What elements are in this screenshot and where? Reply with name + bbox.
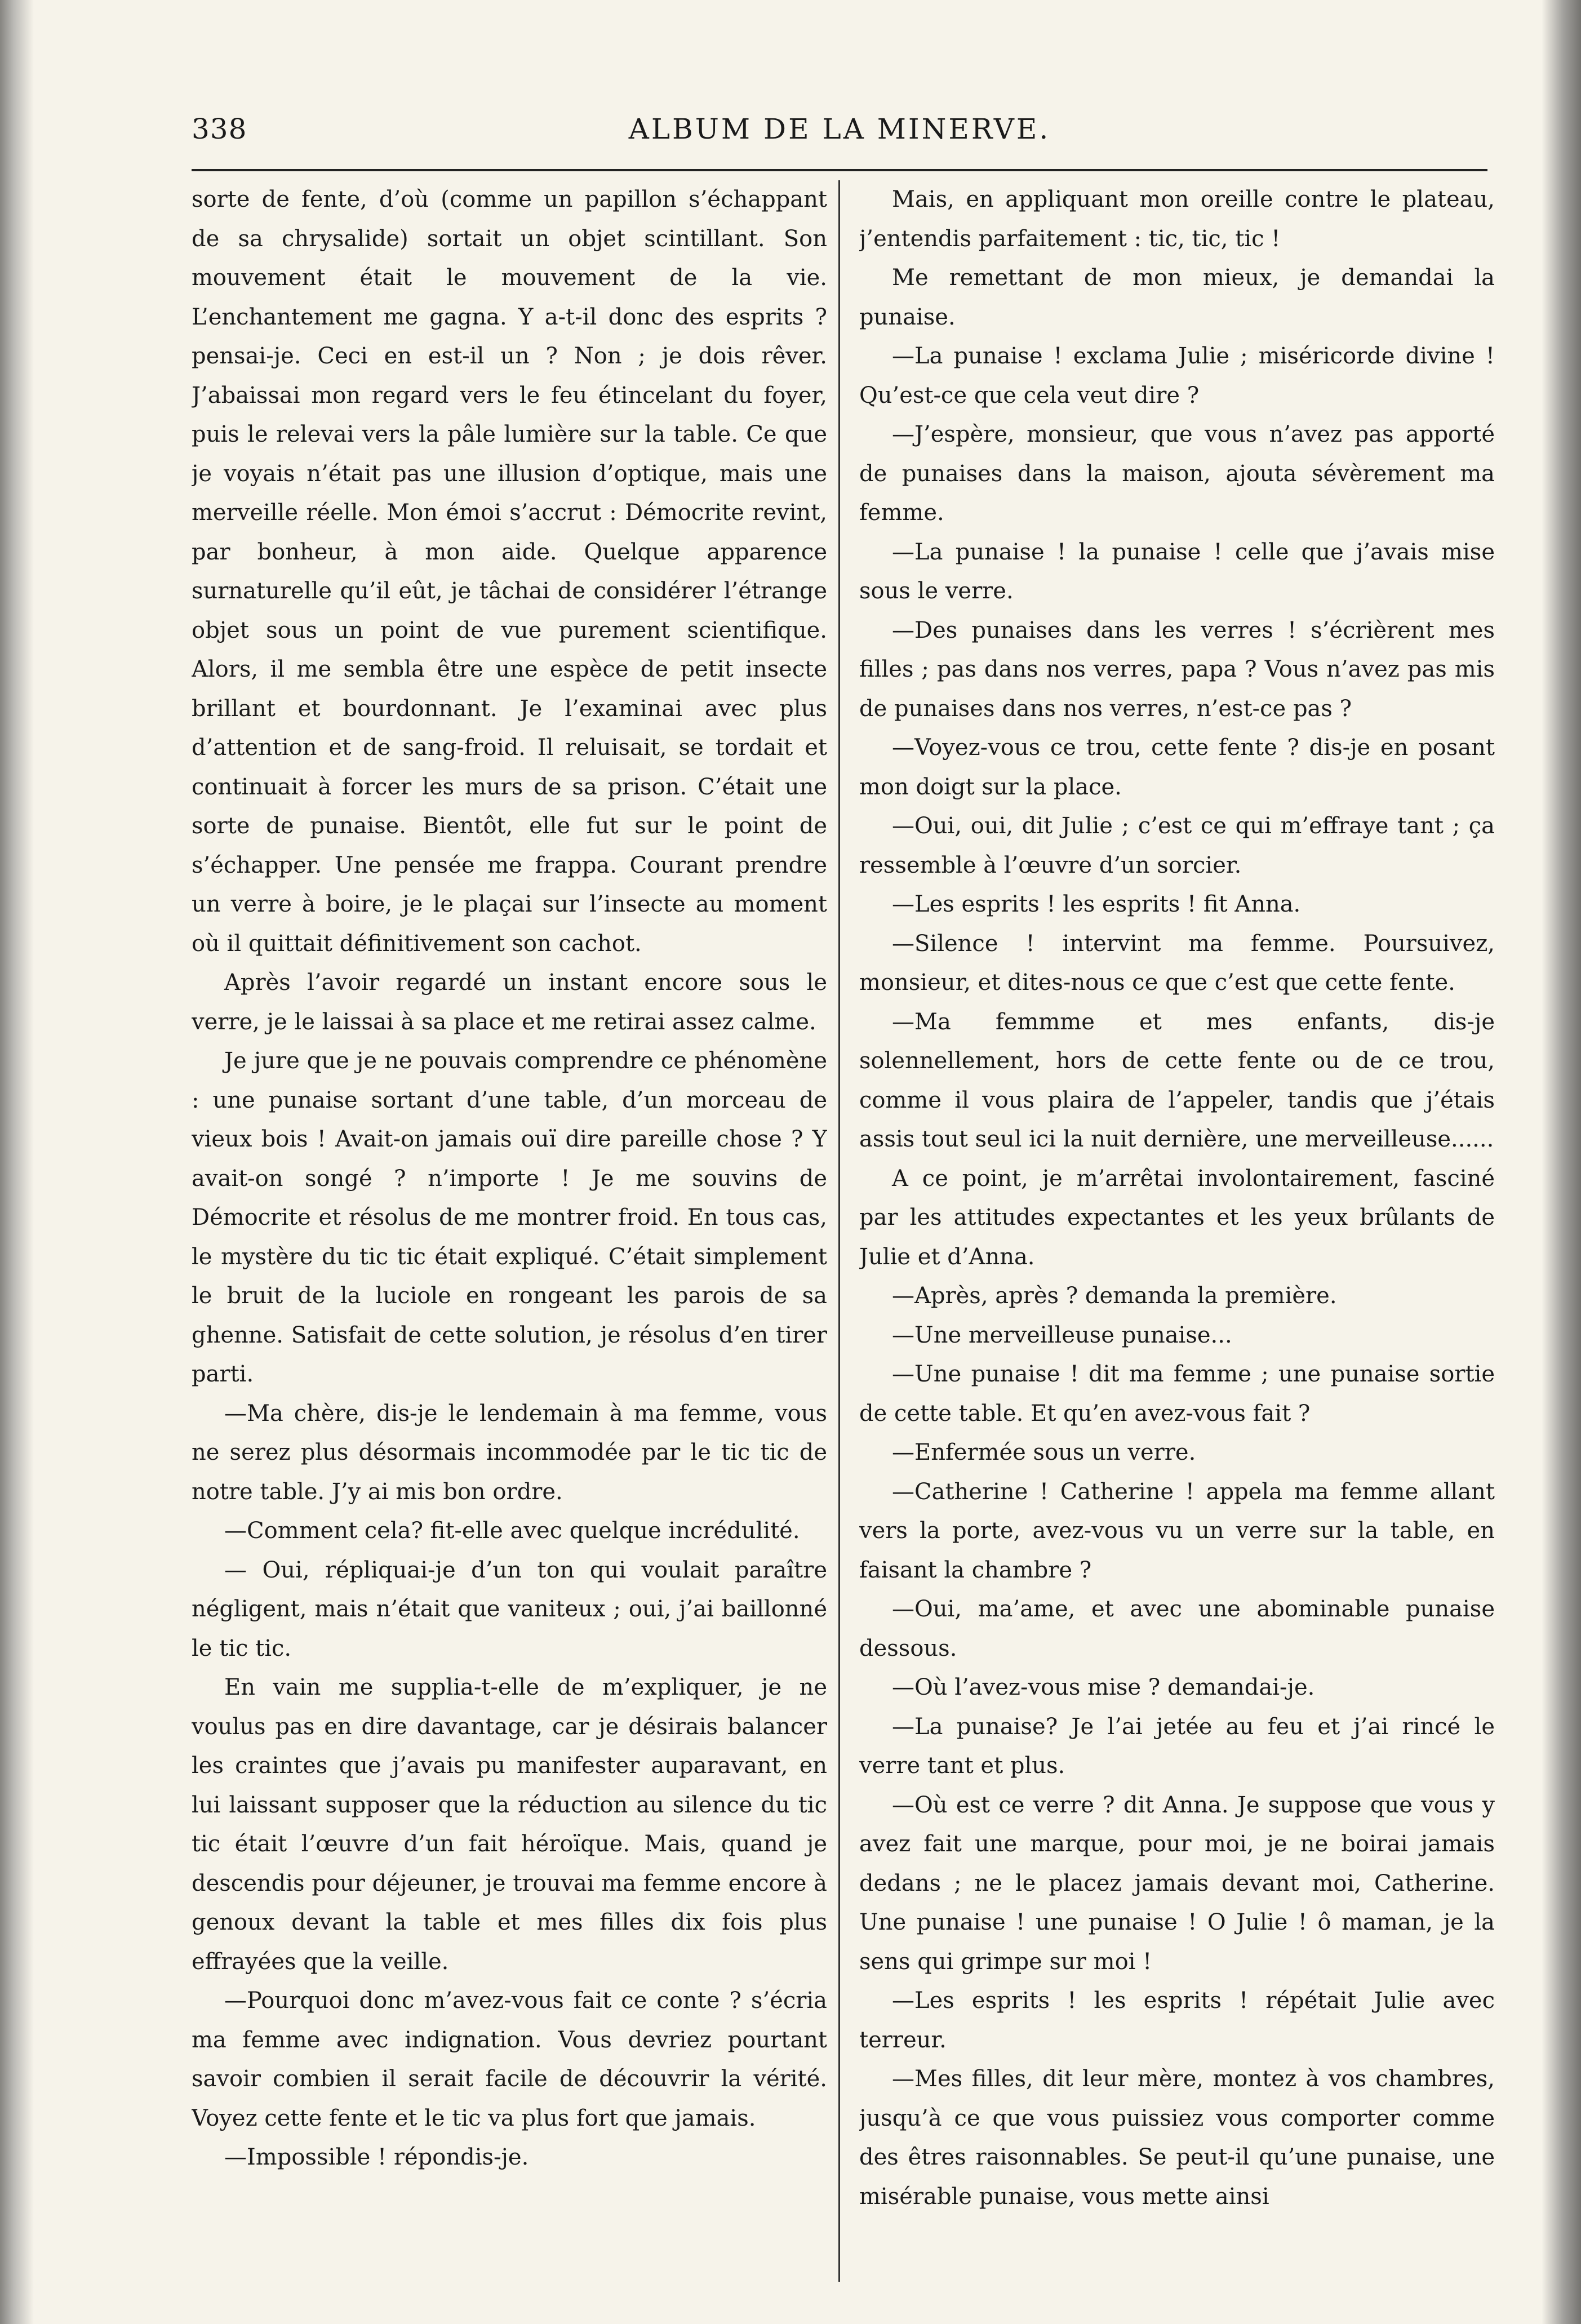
paragraph: —Oui, oui, dit Julie ; c’est ce qui m’effraye tant ; ça ressemble à l’œuvre d’un sorcier. — [859, 813, 1495, 878]
paragraph: Mais, en appliquant mon oreille contre le plateau, j’entendis parfaitement : tic, tic, tic ! — [859, 186, 1495, 252]
paragraph: A ce point, je m’arrêtai involontairement, fasciné par les attitudes expectantes et les yeux brûlants de Julie et d’Anna. — [859, 1165, 1495, 1270]
paragraph: —Comment cela? fit-elle avec quelque incrédulité. — [224, 1518, 800, 1544]
paragraph: En vain me supplia-t-elle de m’expliquer, je ne voulus pas en dire davantage, car je désirais balancer les craintes que j’avais pu manifester auparavant, en lui laissant supposer que la réduction au silence du tic tic était l’œuvre d’un fait héroïque. Mais, quand je descendis pour déjeuner, je trouvai ma femme encore à genoux devant la table et mes filles dix fois plus effrayées que la veille. — [192, 1674, 827, 1975]
paragraph: —La punaise? Je l’ai jetée au feu et j’ai rincé le verre tant et plus. — [859, 1713, 1495, 1779]
left-column — [192, 180, 827, 2299]
paragraph: —Catherine ! Catherine ! appela ma femme allant vers la porte, avez-vous vu un verre sur la table, en faisant la chambre ? — [859, 1478, 1495, 1583]
paragraph: —J’espère, monsieur, que vous n’avez pas apporté de punaises dans la maison, ajouta sévèrement ma femme. — [859, 421, 1495, 526]
paragraph: —Impossible ! répondis-je. — [224, 2144, 529, 2170]
running-title: ALBUM DE LA MINERVE. — [628, 113, 1051, 145]
column-divider — [838, 180, 840, 2282]
scan-shadow-right — [1542, 0, 1581, 2324]
paragraph: —Une punaise ! dit ma femme ; une punaise sortie de cette table. Et qu’en avez-vous fait ? — [859, 1361, 1495, 1427]
right-column — [859, 180, 1495, 2299]
paragraph: Après l’avoir regardé un instant encore sous le verre, je le laissai à sa place et me retirai assez calme. — [192, 970, 827, 1035]
paragraph: —Mes filles, dit leur mère, montez à vos chambres, jusqu’à ce que vous puissiez vous comporter comme des êtres raisonnables. Se peut-il qu’une punaise, une misérable punaise, vous mette ainsi — [859, 2066, 1495, 2210]
paragraph: Je jure que je ne pouvais comprendre ce phénomène : une punaise sortant d’une table, d’un morceau de vieux bois ! Avait-on jamais ouï dire pareille chose ? Y avait-on songé ? n’importe ! Je me souvins de Démocrite et résolus de me montrer froid. En tous cas, le mystère du tic tic était expliqué. C’était simplement le bruit de la luciole en rongeant les parois de sa ghenne. Satisfait de cette solution, je résolus d’en tirer parti. — [192, 1048, 827, 1387]
paragraph: —Voyez-vous ce trou, cette fente ? dis-je en posant mon doigt sur la place. — [859, 735, 1495, 800]
paragraph: sorte de fente, d’où (comme un papillon s’échappant de sa chrysalide) sortait un objet scintillant. Son mouvement était le mouvement de la vie. L’enchantement me gagna. Y a-t-il donc des esprits ? pensai-je. Ceci en est-il un ? Non ; je dois rêver. J’abaissai mon regard vers le feu étincelant du foyer, puis le relevai vers la pâle lumière sur la table. Ce que je voyais n’était pas une illusion d’optique, mais une merveille réelle. Mon émoi s’accrut : Démocrite revint, par bonheur, à mon aide. Quelque apparence surnaturelle qu’il eût, je tâchai de considérer l’étrange objet sous un point de vue purement scientifique. Alors, il me sembla être une espèce de petit insecte brillant et bourdonnant. Je l’examinai avec plus d’attention et de sang-froid. Il reluisait, se tordait et continuait à forcer les murs de sa prison. C’était une sorte de punaise. Bientôt, elle fut sur le point de s’échapper. Une pensée me frappa. Courant prendre un verre à boire, je le plaçai sur l’insecte au moment où il quittait définitivement son cachot. — [192, 186, 827, 957]
scan-shadow-left — [0, 0, 34, 2324]
paragraph: —Ma chère, dis-je le lendemain à ma femme, vous ne serez plus désormais incommodée par le tic tic de notre table. J’y ai mis bon ordre. — [192, 1400, 827, 1505]
paragraph: —Ma femmme et mes enfants, dis-je solennellement, hors de cette fente ou de ce trou, comme il vous plaira de l’appeler, tandis que j’étais assis tout seul ici la nuit dernière, une merveilleuse...... — [859, 1008, 1495, 1152]
paragraph: Me remettant de mon mieux, je demandai la punaise. — [859, 265, 1495, 330]
paragraph: —Enfermée sous un verre. — [892, 1439, 1196, 1465]
paragraph: —Silence ! intervint ma femme. Poursuivez, monsieur, et dites-nous ce que c’est que cette fente. — [859, 930, 1495, 996]
paragraph: —Où est ce verre ? dit Anna. Je suppose que vous y avez fait une marque, pour moi, je ne boirai jamais dedans ; ne le placez jamais devant moi, Catherine. Une punaise ! une punaise ! O Julie ! ô maman, je la sens qui grimpe sur moi ! — [859, 1792, 1495, 1975]
paragraph: —La punaise ! exclama Julie ; miséricorde divine ! Qu’est-ce que cela veut dire ? — [859, 343, 1495, 408]
paragraph: —Les esprits ! les esprits ! répétait Julie avec terreur. — [859, 1988, 1495, 2053]
page-number: 338 — [192, 113, 247, 145]
paragraph: —Des punaises dans les verres ! s’écrièrent mes filles ; pas dans nos verres, papa ? Vous n’avez pas mis de punaises dans nos verres, n’est-ce pas ? — [859, 617, 1495, 722]
paragraph: —La punaise ! la punaise ! celle que j’avais mise sous le verre. — [859, 539, 1495, 604]
paragraph: —Pourquoi donc m’avez-vous fait ce conte ? s’écria ma femme avec indignation. Vous devriez pourtant savoir combien il serait facile de découvrir la vérité. Voyez cette fente et le tic va plus fort que jamais. — [192, 1988, 827, 2131]
page-header — [192, 113, 1487, 163]
paragraph: —Une merveilleuse punaise... — [892, 1322, 1232, 1348]
paragraph: —Les esprits ! les esprits ! fit Anna. — [892, 891, 1301, 917]
paragraph: —Après, après ? demanda la première. — [892, 1283, 1337, 1309]
header-rule — [192, 169, 1487, 171]
paragraph: —Oui, ma’ame, et avec une abominable punaise dessous. — [859, 1596, 1495, 1661]
paragraph: —Où l’avez-vous mise ? demandai-je. — [892, 1674, 1315, 1700]
paragraph: — Oui, répliquai-je d’un ton qui voulait paraître négligent, mais n’était que vaniteux ; oui, j’ai baillonné le tic tic. — [192, 1557, 827, 1661]
